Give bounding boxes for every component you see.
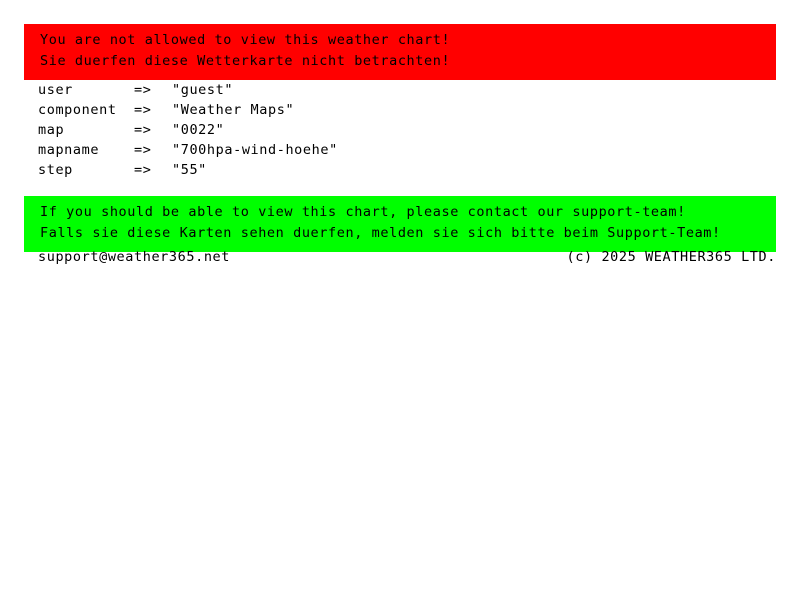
parameter-arrow: => — [134, 162, 152, 178]
support-banner — [24, 196, 776, 252]
parameter-value: "Weather Maps" — [172, 102, 295, 118]
parameter-row-map — [38, 120, 338, 140]
error-banner-line-en: You are not allowed to view this weather chart! — [40, 32, 451, 48]
parameter-key: mapname — [38, 142, 100, 158]
parameter-row-component — [38, 100, 338, 120]
parameter-row-user — [38, 80, 338, 100]
support-banner-line-en: If you should be able to view this chart, please contact our support-team! — [40, 204, 686, 220]
parameter-value: "700hpa-wind-hoehe" — [172, 142, 338, 158]
parameter-value: "55" — [172, 162, 207, 178]
parameter-row-mapname — [38, 140, 338, 160]
support-banner-line-de: Falls sie diese Karten sehen duerfen, melden sie sich bitte beim Support-Team! — [40, 225, 721, 241]
parameter-key: user — [38, 82, 73, 98]
parameter-key: component — [38, 102, 117, 118]
parameter-arrow: => — [134, 122, 152, 138]
parameter-arrow: => — [134, 102, 152, 118]
copyright-text: (c) 2025 WEATHER365 LTD. — [566, 249, 776, 265]
error-banner — [24, 24, 776, 80]
support-email-link[interactable]: support@weather365.net — [38, 249, 231, 265]
parameter-value: "0022" — [172, 122, 225, 138]
parameter-value: "guest" — [172, 82, 234, 98]
parameter-key: map — [38, 122, 65, 138]
parameter-list — [38, 80, 338, 180]
parameter-arrow: => — [134, 142, 152, 158]
footer — [38, 249, 776, 265]
parameter-key: step — [38, 162, 73, 178]
parameter-arrow: => — [134, 82, 152, 98]
error-banner-line-de: Sie duerfen diese Wetterkarte nicht betrachten! — [40, 53, 451, 69]
parameter-row-step — [38, 160, 338, 180]
